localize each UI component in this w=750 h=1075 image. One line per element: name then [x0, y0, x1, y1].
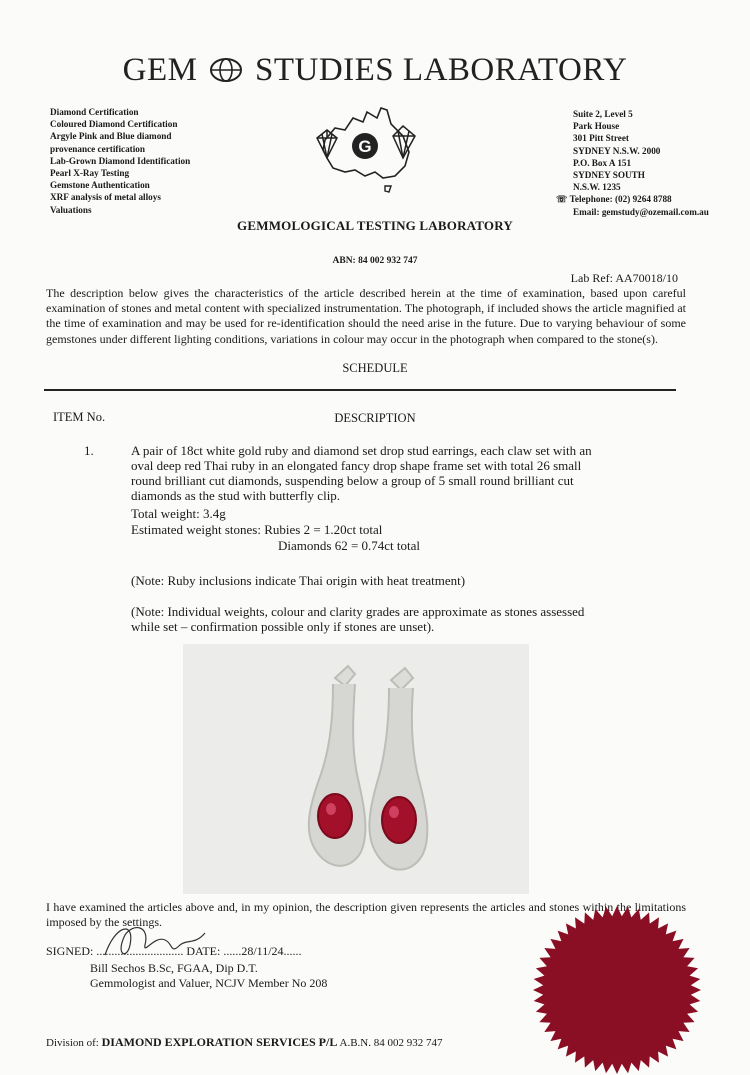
email: Email: gemstudy@ozemail.com.au: [573, 206, 709, 217]
address-line: Park House: [573, 121, 620, 132]
title-right: STUDIES LABORATORY: [254, 52, 628, 88]
address-line: 301 Pitt Street: [573, 133, 629, 144]
service-item: Valuations: [50, 204, 92, 215]
diamonds-weight: Diamonds 62 = 0.74ct total: [278, 538, 421, 553]
service-item: Gemstone Authentication: [50, 180, 150, 191]
lab-title: [0, 52, 750, 89]
telephone-row: [556, 193, 709, 205]
address-line: SYDNEY N.S.W. 2000: [573, 145, 661, 156]
footer-abn: A.B.N. 84 002 932 747: [339, 1037, 443, 1049]
service-item: Argyle Pink and Blue diamond: [50, 131, 172, 142]
intro-paragraph: The description below gives the characteristics of the article described herein at the time of examination, based upon careful examination of stones and metal content with specialized instrumentation. The photograph, if included shows the article magnified at the time of examination and may be used for re-identification should the need arise in the future. Due to varying behaviour of some gemstones under different lighting conditions, variations in colour may occur in the photograph when compared to the stone(s).: [46, 286, 686, 346]
address-line: N.S.W. 1235: [573, 182, 621, 193]
signer-name: Bill Sechos B.Sc, FGAA, Dip D.T.: [90, 961, 258, 975]
footer-prefix: Division of:: [46, 1037, 99, 1049]
divider: [44, 389, 676, 391]
origin-note: (Note: Ruby inclusions indicate Thai origin with heat treatment): [131, 573, 466, 588]
address-line: P.O. Box A 151: [573, 157, 632, 168]
footer-division: [46, 1035, 442, 1050]
service-item: Pearl X-Ray Testing: [50, 168, 130, 179]
grading-note: (Note: Individual weights, colour and clarity grades are approximate as stones assessed while set – confirmation possible only if stones are unset).: [131, 604, 585, 634]
signer-role: Gemmologist and Valuer, NCJV Member No 208: [90, 976, 328, 990]
service-item: XRF analysis of metal alloys: [50, 192, 161, 203]
address-line: Suite 2, Level 5: [573, 109, 633, 119]
wax-seal: [532, 905, 702, 1075]
total-weight: Total weight: 3.4g: [131, 506, 226, 521]
lab-reference: Lab Ref: AA70018/10: [570, 271, 678, 285]
item-number: 1.: [84, 443, 94, 458]
australia-logo: [305, 100, 425, 195]
service-item: Lab-Grown Diamond Identification: [50, 155, 191, 166]
abn-number: ABN: 84 002 932 747: [332, 256, 418, 266]
signed-date-line: SIGNED: ............................. DATE: ......28/11/24......: [46, 944, 302, 958]
examination-statement: I have examined the articles above and, in my opinion, the description given represents the articles and stones within the limitations imposed by the settings.: [46, 900, 686, 929]
title-left: GEM: [122, 52, 198, 88]
service-item: provenance certification: [50, 143, 145, 154]
item-description: A pair of 18ct white gold ruby and diamond set drop stud earrings, each claw set with an oval deep red Thai ruby in an elongated fancy drop shape frame set with total 26 small round brilliant cut diamonds, suspending below a group of 5 small round brilliant cut diamonds as the stud with butterfly clip.: [131, 443, 592, 503]
schedule-heading: SCHEDULE: [342, 361, 408, 375]
services-list: [50, 106, 190, 216]
address-block: [556, 108, 709, 218]
footer-company: DIAMOND EXPLORATION SERVICES P/L: [101, 1035, 338, 1049]
description-heading: DESCRIPTION: [334, 411, 416, 425]
lab-subtitle: GEMMOLOGICAL TESTING LABORATORY: [237, 218, 513, 233]
telephone: Telephone: (02) 9264 8788: [569, 194, 672, 205]
phone-icon: ☏: [556, 194, 568, 205]
item-no-label: ITEM No.: [53, 410, 106, 424]
address-line: SYDNEY SOUTH: [573, 170, 645, 181]
service-item: Coloured Diamond Certification: [50, 119, 178, 130]
globe-icon: [210, 57, 242, 83]
earrings-photo: [183, 644, 529, 894]
estimated-weight: Estimated weight stones: Rubies 2 = 1.20ct total: [131, 522, 383, 537]
service-item: Diamond Certification: [50, 107, 139, 117]
logo-letter: G: [358, 137, 372, 156]
